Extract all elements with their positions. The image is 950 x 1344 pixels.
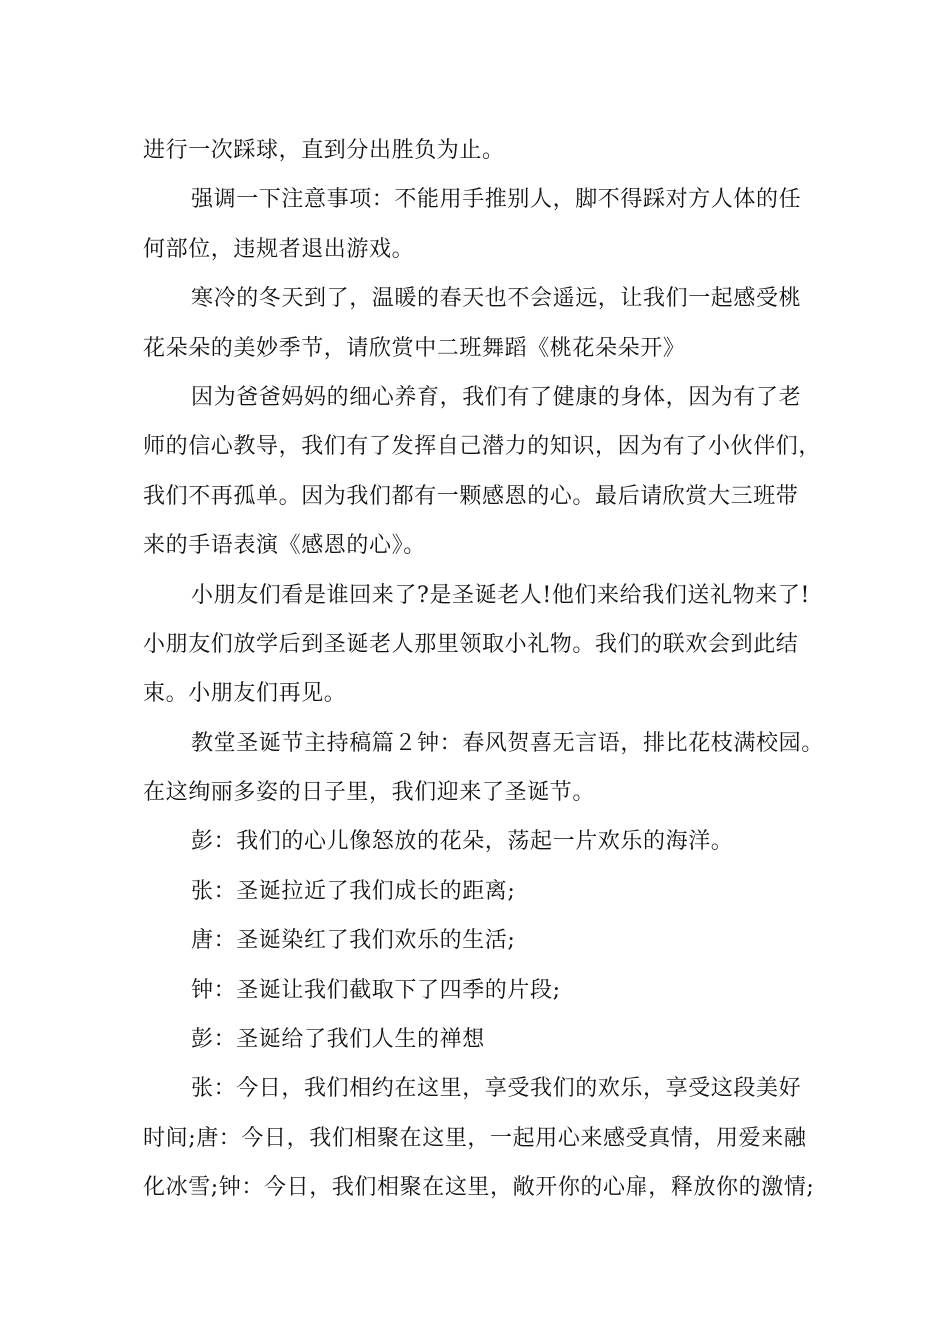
text-line: 小朋友们放学后到圣诞老人那里领取小礼物。我们的联欢会到此结 — [143, 631, 799, 657]
text-line: 唐：圣诞染红了我们欢乐的生活; — [191, 928, 516, 954]
text-line: 我们不再孤单。因为我们都有一颗感恩的心。最后请欣赏大三班带 — [143, 483, 799, 509]
text-line: 因为爸爸妈妈的细心养育，我们有了健康的身体，因为有了老 — [191, 384, 802, 410]
text-line: 来的手语表演《感恩的心》。 — [143, 533, 426, 559]
document-body — [143, 126, 823, 1213]
text-line: 何部位，违规者退出游戏。 — [143, 236, 415, 262]
text-line: 小朋友们看是谁回来了?是圣诞老人!他们来给我们送礼物来了! — [191, 582, 810, 608]
text-line: 师的信心教导，我们有了发挥自己潜力的知识，因为有了小伙伴们， — [143, 434, 822, 460]
text-line: 彭：我们的心儿像怒放的花朵，荡起一片欢乐的海洋。 — [191, 829, 734, 855]
text-line: 束。小朋友们再见。 — [143, 681, 347, 707]
text-line: 化冰雪;钟：今日，我们相聚在这里，敞开你的心扉，释放你的激情; — [143, 1175, 815, 1201]
text-line: 进行一次踩球，直到分出胜负为止。 — [143, 138, 505, 163]
text-line: 张：圣诞拉近了我们成长的距离; — [191, 878, 516, 904]
text-line: 钟：圣诞让我们截取下了四季的片段; — [191, 977, 561, 1003]
text-line: 花朵朵的美妙季节，请欣赏中二班舞蹈《桃花朵朵开》 — [143, 335, 686, 361]
text-line: 彭：圣诞给了我们人生的禅想 — [191, 1027, 485, 1053]
text-line: 张：今日，我们相约在这里，享受我们的欢乐，享受这段美好 — [191, 1076, 802, 1102]
text-line: 寒冷的冬天到了，温暖的春天也不会遥远，让我们一起感受桃 — [191, 286, 802, 312]
text-line: 教堂圣诞节主持稿篇２钟：春风贺喜无言语，排比花枝满校园。 — [191, 730, 824, 756]
text-line: 时间;唐：今日，我们相聚在这里，一起用心来感受真情，用爱来融 — [143, 1125, 807, 1151]
text-line: 在这绚丽多姿的日子里，我们迎来了圣诞节。 — [143, 780, 596, 806]
text-line: 强调一下注意事项：不能用手推别人，脚不得踩对方人体的任 — [191, 187, 802, 213]
